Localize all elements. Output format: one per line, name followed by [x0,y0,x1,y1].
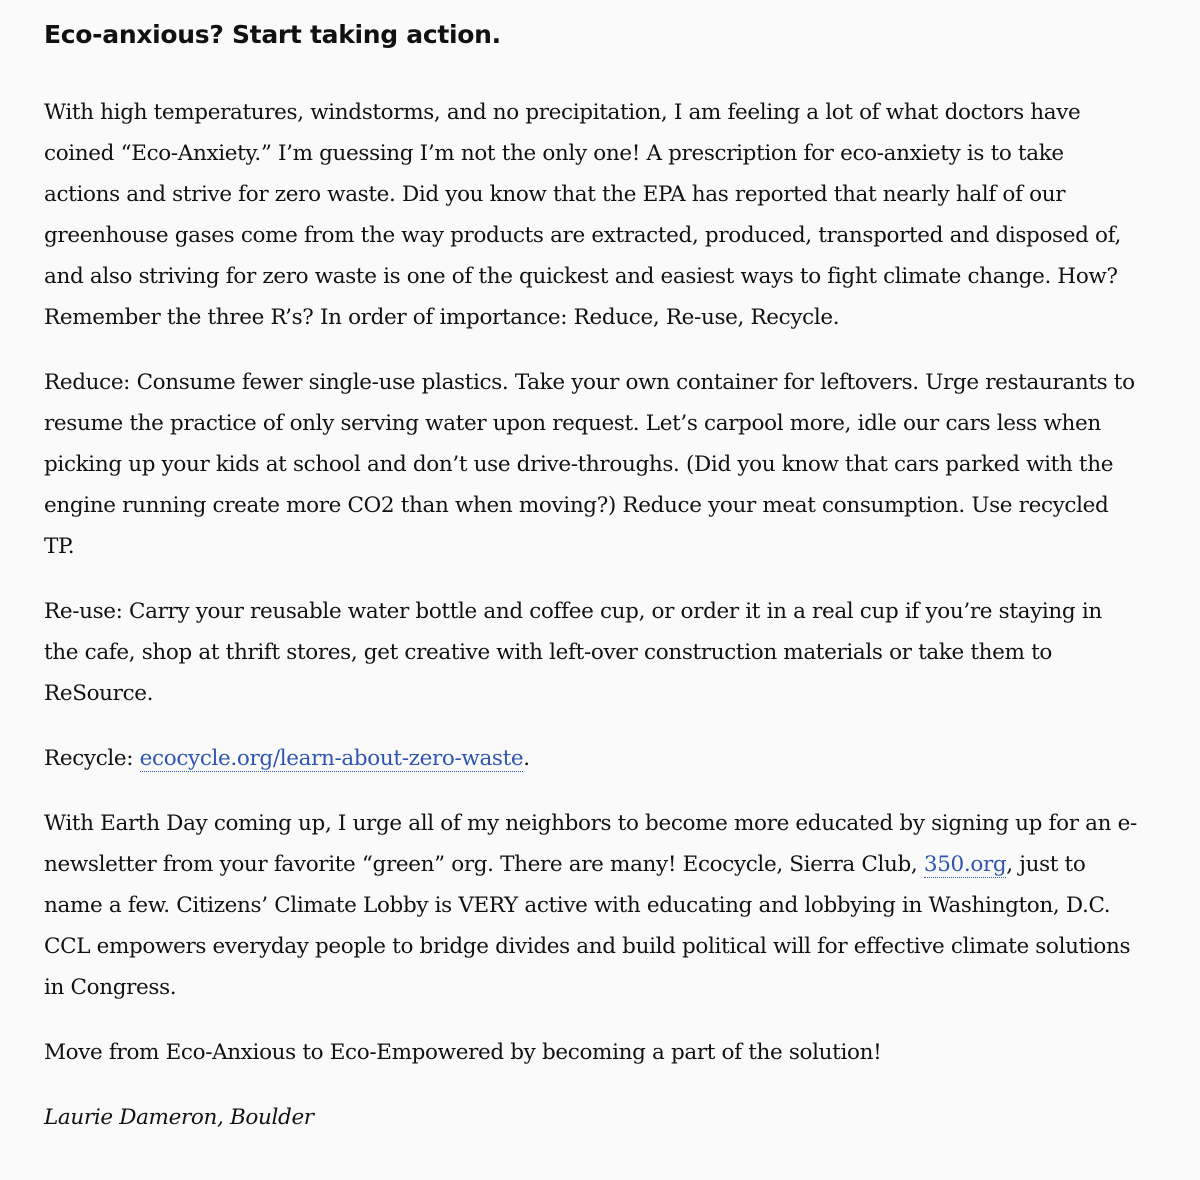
recycle-label: Recycle: [44,746,140,771]
paragraph-closing: Move from Eco-Anxious to Eco-Empowered by becoming a part of the solution! [44,1040,882,1065]
paragraph-reduce: Reduce: Consume fewer single-use plastics. Take your own container for leftovers. Urge restaurants to resume the practice of only serving water upon request. Let’s carpool more, idle our cars less when picking up your kids at school and don’t use drive-throughs. (Did you know that cars parked with the engine running create more CO2 than when moving?) Reduce your meat consumption. Use recycled TP. [44,370,1135,559]
article-headline: Eco-anxious? Start taking action. [44,20,501,49]
ecocycle-link[interactable]: ecocycle.org/learn-about-zero-waste [139,746,524,771]
author-signature: Laurie Dameron, Boulder [44,1105,314,1130]
paragraph-recycle [44,738,1140,779]
paragraph-intro: With high temperatures, windstorms, and no precipitation, I am feeling a lot of what doctors have coined “Eco-Anxiety.” I’m guessing I’m not the only one! A prescription for eco-anxiety is to take actions and strive for zero waste. Did you know that the EPA has reported that nearly half of our greenhouse gases come from the way products are extracted, produced, transported and disposed of, and also striving for zero waste is one of the quickest and easiest ways to fight climate change. How? Remember the three R’s? In order of importance: Reduce, Re-use, Recycle. [44,100,1121,330]
earth-day-text-end: , just to name a few. Citizens’ Climate Lobby is VERY active with educating and lobbying in Washington, D.C. CCL empowers everyday people to bridge divides and build political will for effective climate solutions in Congress. [44,852,1131,1000]
paragraph-reuse: Re-use: Carry your reusable water bottle and coffee cup, or order it in a real cup if you’re staying in the cafe, shop at thrift stores, get creative with left-over construction materials or take them to ReSource. [44,599,1102,706]
earth-day-text-start: With Earth Day coming up, I urge all of my neighbors to become more educated by signing up for an e-newsletter from your favorite “green” org. There are many! Ecocycle, Sierra Club, [44,811,1137,877]
paragraph-earth-day [44,803,1140,1008]
350-org-link[interactable]: 350.org [923,852,1007,877]
recycle-period: . [523,746,530,771]
